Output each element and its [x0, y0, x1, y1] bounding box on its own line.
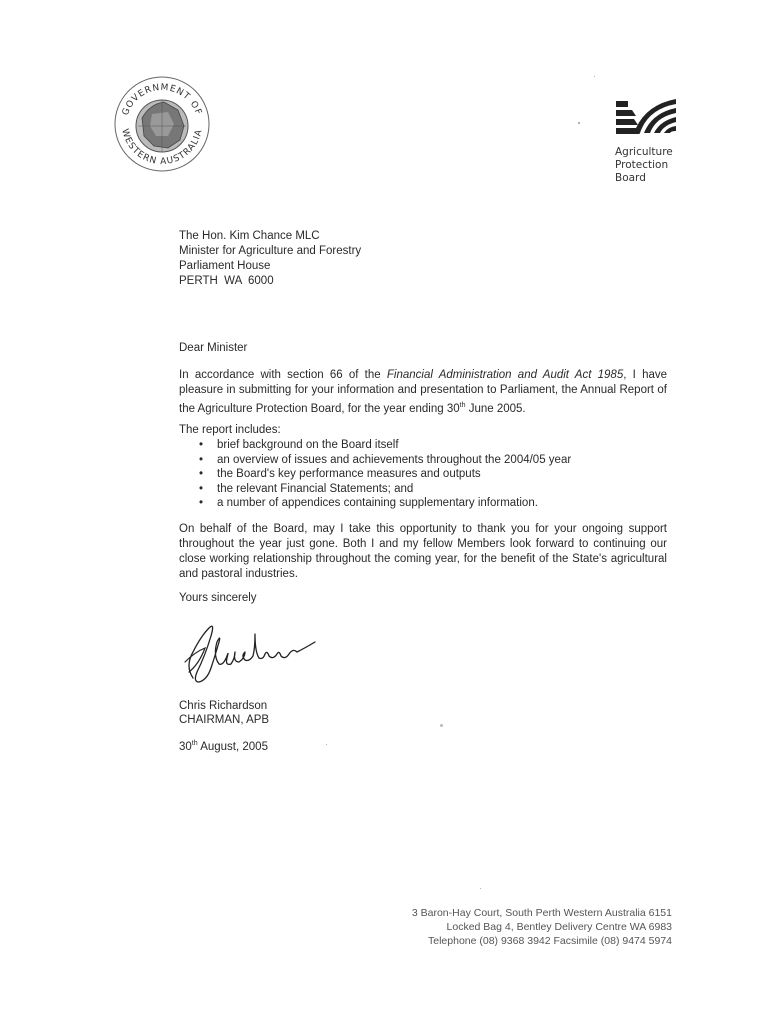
date-day: 30	[179, 740, 192, 753]
date-rest: August, 2005	[197, 740, 268, 753]
board-name	[615, 146, 673, 185]
signature-icon	[175, 612, 325, 692]
paragraph1-sup: th	[459, 402, 466, 409]
list-item: • the Board's key performance measures and outputs	[199, 467, 571, 482]
addressee-block	[179, 229, 361, 289]
list-item: • an overview of issues and achievements throughout the 2004/05 year	[199, 453, 571, 468]
addressee-line4: PERTH WA 6000	[179, 275, 274, 287]
report-contents-list	[199, 438, 571, 511]
signer-title: CHAIRMAN, APB	[179, 714, 270, 726]
government-seal-icon	[112, 74, 212, 174]
paragraph1-post: June 2005.	[465, 402, 526, 415]
seal-text-top: GOVERNMENT OF	[120, 82, 204, 118]
addressee-line3: Parliament House	[179, 260, 271, 272]
paragraph1-pre: In accordance with section 66 of the	[179, 369, 387, 381]
footer-line2: Locked Bag 4, Bentley Delivery Centre WA 6983	[446, 921, 672, 933]
apb-logo-icon	[614, 97, 678, 137]
salutation: Dear Minister	[179, 342, 248, 354]
list-item: • the relevant Financial Statements; and	[199, 482, 571, 497]
list-item: • a number of appendices containing supplementary information.	[199, 496, 571, 511]
addressee-line1: The Hon. Kim Chance MLC	[179, 230, 320, 242]
board-name-line2: Protection	[615, 159, 669, 171]
addressee-line2: Minister for Agriculture and Forestry	[179, 245, 362, 257]
paragraph1-mid: , I have pleasure in submitting for your information and presentation to Parliament, the Annual Report of the Agriculture Protection Board, for the year ending 30	[179, 369, 668, 415]
letter-date	[179, 740, 268, 753]
act-title: Financial Administration and Audit Act 1985	[386, 369, 624, 381]
signer-block	[179, 699, 269, 727]
paragraph-submission	[179, 368, 667, 417]
paragraph-thanks: On behalf of the Board, may I take this opportunity to thank you for your ongoing support throughout the year just gone. Both I and my fellow Members look forward to continuing our close working relationship throughout the coming year, for the benefit of the State's agricultural and pastoral industries.	[179, 523, 667, 580]
list-intro: The report includes:	[179, 424, 281, 436]
date-sup: th	[191, 740, 198, 747]
footer-address	[412, 906, 672, 948]
board-name-line1: Agriculture	[615, 146, 673, 158]
closing: Yours sincerely	[179, 592, 257, 604]
seal-text-bottom: WESTERN AUSTRALIA	[119, 127, 205, 168]
list-item: • brief background on the Board itself	[199, 438, 571, 453]
footer-line3: Telephone (08) 9368 3942 Facsimile (08) 9474 5974	[428, 935, 672, 947]
footer-line1: 3 Baron-Hay Court, South Perth Western Australia 6151	[411, 907, 672, 919]
board-name-line3: Board	[615, 172, 646, 184]
signer-name: Chris Richardson	[179, 700, 268, 712]
